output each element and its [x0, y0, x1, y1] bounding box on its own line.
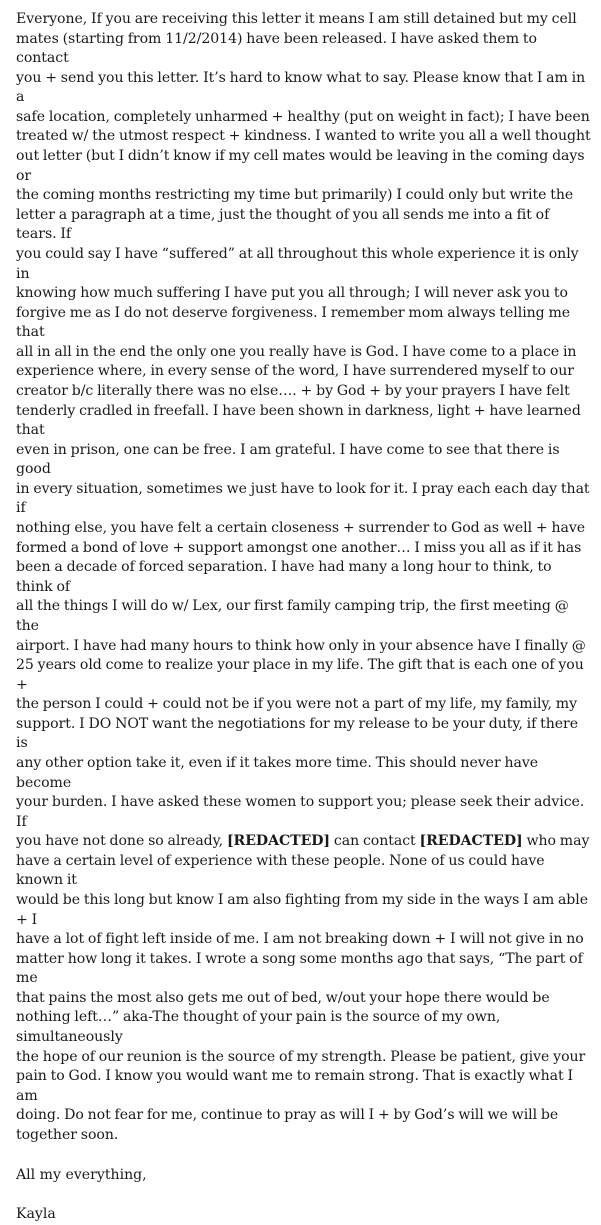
- letter-text-part-2: can contact: [330, 833, 420, 850]
- letter-text-part-1: Everyone, If you are receiving this letter it means I am still detained but my cell mates (starting from 11/2/2014) have been released. I have asked them to contact you + send you this letter. It’s hard to know what to say. Please know that I am in a safe location, completely unharmed + healthy (put on weight in fact); I have been treated w/ the utmost respect + kindness. I wanted to write you all a well thought out letter (but I didn’t know if my cell mates would be leaving in the coming days or the coming months restricting my time but primarily) I could only but write the letter a paragraph at a time, just the thought of you all sends me into a fit of tears. If you could say I have “suffered” at all throughout this whole experience it is only in knowing how much suffering I have put you all through; I will never ask you to forgive me as I do not deserve forgiveness. I remember mom always telling me that all in all in the end the only one you really have is God. I have come to a place in experience where, in every sense of the word, I have surrendered myself to our creator b/c literally there was no else…. + by God + by your prayers I have felt tenderly cradled in freefall. I have been shown in darkness, light + have learned that even in prison, one can be free. I am grateful. I have come to see that there is good in every situation, sometimes we just have to look for it. I pray each each day that if nothing else, you have felt a certain closeness + surrender to God as well + have formed a bond of love + support amongst one another… I miss you all as if it has been a decade of forced separation. I have had many a long hour to think, to think of all the things I will do w/ Lex, our first family camping trip, the first meeting @ the airport. I have had many hours to think how only in your absence have I finally @ 25 years old come to realize your place in my life. The gift that is each one of you + the person I could + could not be if you were not a part of my life, my family, my support. I DO NOT want the negotiations for my release to be your duty, if there is any other option take it, even if it takes more time. This should never have become your burden. I have asked these women to support you; please seek their advice. If you have not done so already,: [16, 11, 591, 850]
- redacted-name-1: [REDACTED]: [226, 833, 331, 850]
- letter-text-part-3: who may have a certain level of experience with these people. None of us could have known it would be this long but know I am also fighting from my side in the ways I am able + I have a lot of fight left inside of me. I am not breaking down + I will not give in no matter how long it takes. I wrote a song some months ago that says, “The part of me that pains the most also gets me out of bed, w/out your hope there would be nothing left…” aka-The thought of your pain is the source of my own, simultaneously the hope of our reunion is the source of my strength. Please be patient, give your pain to God. I know you would want me to remain strong. That is exactly what I am doing. Do not fear for me, continue to pray as will I + by God’s will we will be together soon.: [16, 833, 590, 1143]
- letter-closing: All my everything,: [16, 1166, 147, 1183]
- letter-signature: Kayla: [16, 1206, 56, 1223]
- letter-body: [16, 10, 591, 1146]
- letter-page: [16, 10, 591, 1225]
- redacted-name-2: [REDACTED]: [419, 833, 523, 850]
